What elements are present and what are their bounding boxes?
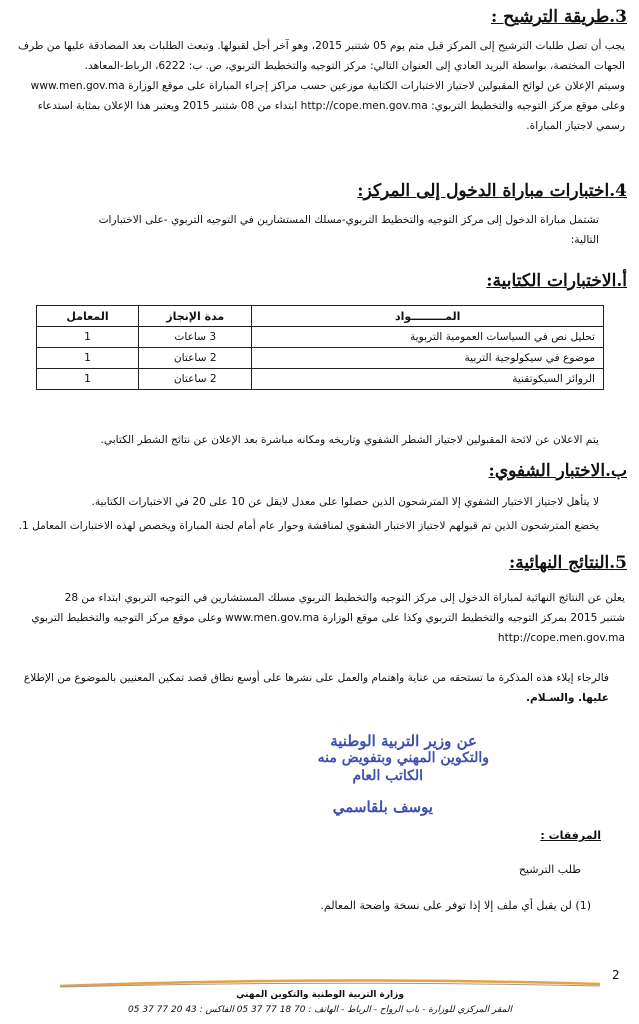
text-line: http://cope.men.gov.ma <box>497 632 625 644</box>
section-5-text <box>14 588 625 648</box>
attachments-label: المرفقات : <box>540 829 601 842</box>
col-header-coef: المعامل <box>37 306 139 327</box>
cell-coef: 1 <box>37 348 139 369</box>
written-exams-heading: أ.الاختبارات الكتابية: <box>486 271 627 291</box>
table-row <box>37 327 604 348</box>
text-line: لا يتأهل لاجتياز الاختبار الشفوي إلا المترشحون الذين حصلوا على معدل لايقل عن 10 على 20 في الاختبارات الكتابية. <box>91 496 599 508</box>
text-line: يخضع المترشحون الذين تم قبولهم لاجتياز الاختبار الشفوي لمناقشة وحوار عام أمام لجنة المباراة ويخصص لهذه الاختبارات المعامل 1. <box>18 520 599 532</box>
cell-subject: تحليل نص في السياسات العمومية التربوية <box>252 327 604 348</box>
cell-duration: 2 ساعتان <box>139 348 252 369</box>
text-line: الجهات المختصة، بواسطة البريد العادي إلى العنوان التالي: مركز التوجيه والتخطيط التربوي، ص. ب: 6222، الرباط-المعاهد. <box>84 60 625 72</box>
text-line: تشتمل مباراة الدخول إلى مركز التوجيه والتخطيط التربوي-مسلك المستشارين في التوجيه التربوي -على الاختبارات <box>98 214 599 226</box>
cell-coef: 1 <box>37 369 139 390</box>
page-number: 2 <box>612 968 620 982</box>
section-3-heading: 3.طريقة الترشيح : <box>491 7 627 27</box>
text-line: رسمي لاجتياز المباراة. <box>526 120 625 132</box>
attachment-item: طلب الترشيح <box>518 863 581 876</box>
closing-text <box>14 668 609 708</box>
cell-subject: موضوع في سيكولوجية التربية <box>252 348 604 369</box>
text-line: التالية: <box>570 234 599 246</box>
table-row <box>37 348 604 369</box>
cell-duration: 3 ساعات <box>139 327 252 348</box>
footer-address: المقر المركزي للوزارة - باب الرواح - الرباط - الهاتف : 70 18 77 37 05 الفاكس : 43 20 77 37 05 <box>128 1005 512 1015</box>
text-line: يجب أن تصل طلبات الترشيح إلى المركز قبل متم يوم 05 شتنبر 2015، وهو آخر أجل لقبولها. وتبعث الطلبات بعد المصادقة عليها من طرف <box>18 40 625 52</box>
section-3-text <box>14 36 625 136</box>
written-note <box>14 430 599 450</box>
written-exams-table <box>36 305 604 390</box>
section-4-heading: 4.اختبارات مباراة الدخول إلى المركز: <box>357 181 627 201</box>
text-line: يتم الاعلان عن لائحة المقبولين لاجتياز الشطر الشفوي وتاريخه ومكانه مباشرة بعد الإعلان عن نتائج الشطر الكتابي. <box>100 434 599 446</box>
cell-subject: الروائز السيكوتقنية <box>252 369 604 390</box>
signatory-name: يوسف بلقاسمي <box>332 798 433 816</box>
footer <box>90 988 550 1018</box>
section-5-heading: 5.النتائج النهائية: <box>508 553 627 573</box>
cell-duration: 2 ساعتان <box>139 369 252 390</box>
table-row <box>37 369 604 390</box>
footnote: (1) لن يقبل أي ملف إلا إذا توفر على نسخة واضحة المعالم. <box>320 899 591 912</box>
stamp-line: الكاتب العام <box>352 768 423 784</box>
footer-divider <box>0 978 639 988</box>
oral-exam-heading: ب.الاختبار الشفوي: <box>488 461 627 481</box>
table-header-row <box>37 306 604 327</box>
stamp-line: والتكوين المهني وبتفويض منه <box>317 750 489 766</box>
text-line: شتنبر 2015 بمركز التوجيه والتخطيط التربوي وكذا على موقع الوزارة www.men.gov.ma وعلى موقع مركز التوجيه والتخطيط التربوي <box>31 612 625 624</box>
text-line: وسيتم الإعلان عن لوائح المقبولين لاجتياز الاختبارات الكتابية موزعين حسب مراكز إجراء المباراة على موقع الوزارة www.men.gov.ma <box>30 80 625 92</box>
col-header-duration: مدة الإنجاز <box>139 306 252 327</box>
cell-coef: 1 <box>37 327 139 348</box>
text-line: عليها. والسـلام. <box>526 692 609 704</box>
text-line: فالرجاء إيلاء هذه المذكرة ما تستحقه من عناية واهتمام والعمل على نشرها على أوسع نطاق قصد تمكين المعنيين بالموضوع من الإطلاع <box>23 672 609 684</box>
section-4-text <box>14 210 599 250</box>
stamp-line: عن وزير التربية الوطنية <box>330 732 477 750</box>
signature-stamp <box>195 732 495 824</box>
footer-ministry: وزارة التربية الوطنية والتكوين المهني <box>236 990 404 1000</box>
text-line: يعلن عن النتائج النهائية لمباراة الدخول إلى مركز التوجيه والتخطيط التربوي مسلك المستشارين في التوجيه التربوي ابتداء من 28 <box>64 592 625 604</box>
oral-exam-text <box>14 492 599 536</box>
col-header-subject: المـــــــــواد <box>252 306 604 327</box>
text-line: وعلى موقع مركز التوجيه والتخطيط التربوي: http://cope.men.gov.ma ابتداء من 08 شتنبر 2015 ويعتبر هذا الإعلان بمثابة استدعاء <box>37 100 625 112</box>
